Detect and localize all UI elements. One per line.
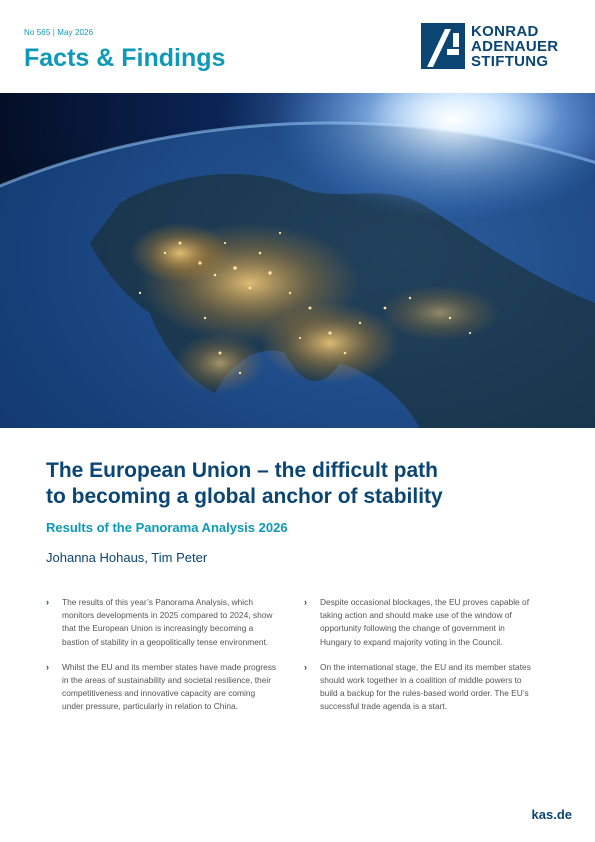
finding-item xyxy=(304,596,536,649)
finding-item xyxy=(46,661,278,714)
authors: Johanna Hohaus, Tim Peter xyxy=(46,550,208,565)
logo-line-3: STIFTUNG xyxy=(471,53,549,70)
chevron-right-icon: › xyxy=(46,597,49,607)
report-title xyxy=(46,458,546,510)
kas-logo-icon xyxy=(421,23,465,69)
finding-text: On the international stage, the EU and its member states should work together in a coalition of middle powers to build a backup for the rules-based world order. The EU’s successful trade agenda is a start. xyxy=(320,661,531,712)
key-findings-left xyxy=(46,596,278,726)
finding-item xyxy=(304,661,536,714)
finding-text: The results of this year’s Panorama Analysis, which monitors developments in 2025 compared to 2024, show that the European Union is increasingly becoming a bastion of stability in a geopolitically tense environment. xyxy=(62,597,273,647)
report-title-line-2: to becoming a global anchor of stability xyxy=(46,485,443,508)
footer-website-link[interactable]: kas.de xyxy=(531,807,572,822)
chevron-right-icon: › xyxy=(304,597,307,607)
key-findings-right xyxy=(304,596,536,726)
issue-meta: No 565 | May 2026 xyxy=(24,28,94,37)
report-subtitle: Results of the Panorama Analysis 2026 xyxy=(46,520,288,535)
finding-text: Whilst the EU and its member states have made progress in the areas of sustainability and societal resilience, their competitiveness and innovative capacity are coming under pressure, particularly in relation to China. xyxy=(62,661,277,712)
report-title-line-1: The European Union – the difficult path xyxy=(46,459,438,482)
series-title: Facts & Findings xyxy=(24,44,226,72)
hero-image xyxy=(0,93,595,428)
chevron-right-icon: › xyxy=(304,661,307,672)
finding-item xyxy=(46,596,278,649)
chevron-right-icon: › xyxy=(46,661,49,672)
kas-logo[interactable] xyxy=(421,23,571,71)
logo-line-2: ADENAUER xyxy=(471,38,559,55)
logo-line-1: KONRAD xyxy=(471,23,539,40)
finding-text: Despite occasional blockages, the EU proves capable of taking action and should make use of the window of opportunity following the change of government in Hungary to expand majority voting in the Council. xyxy=(320,597,530,647)
